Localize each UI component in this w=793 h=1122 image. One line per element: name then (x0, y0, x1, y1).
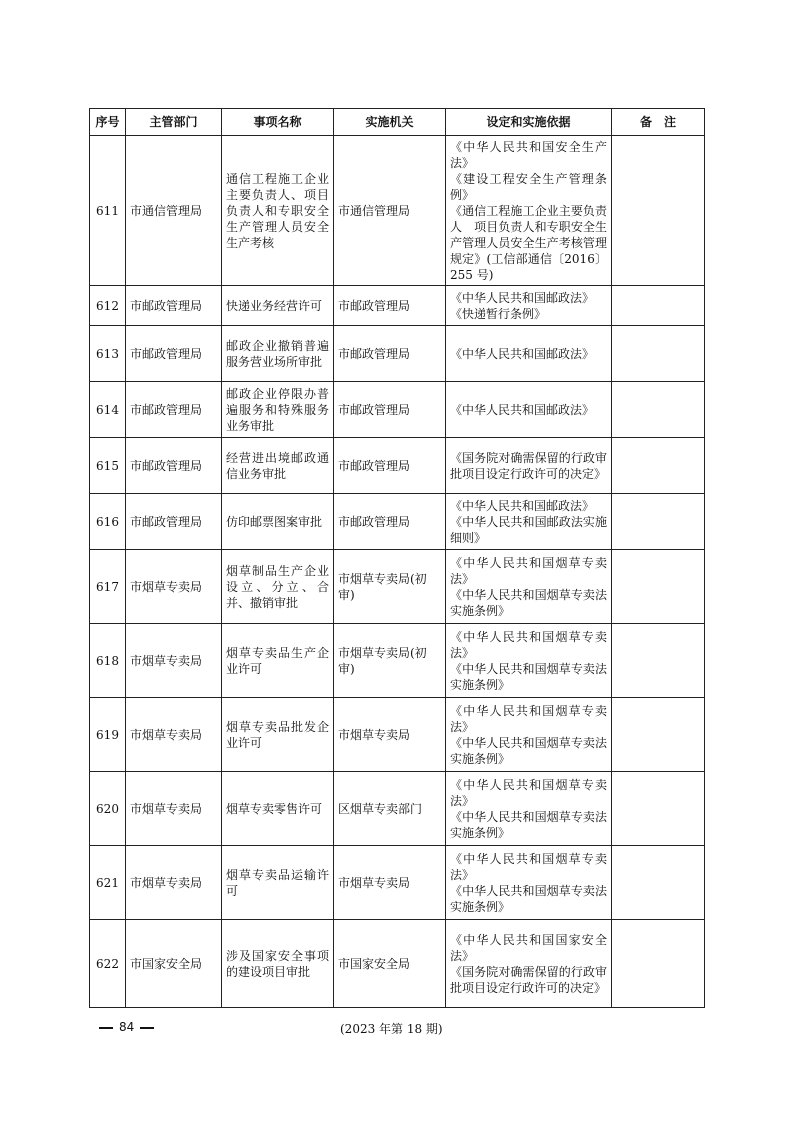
basis-line: 《中华人民共和国烟草专卖法》 (450, 629, 607, 660)
header-seq: 序号 (90, 109, 126, 136)
cell-org: 市通信管理局 (334, 136, 446, 286)
cell-item-name: 烟草专卖品批发企业许可 (222, 698, 334, 772)
dash-right (140, 1027, 154, 1029)
cell-item-name: 经营进出境邮政通信业务审批 (222, 438, 334, 494)
page-number-text: 84 (119, 1020, 135, 1034)
cell-note (612, 286, 705, 326)
cell-basis (446, 326, 612, 382)
cell-basis (446, 382, 612, 438)
cell-seq: 615 (90, 438, 126, 494)
table-row (90, 136, 705, 286)
basis-line: 《中华人民共和国邮政法》 (450, 402, 595, 417)
table-row (90, 382, 705, 438)
cell-seq: 618 (90, 624, 126, 698)
cell-dept: 市邮政管理局 (126, 382, 222, 438)
cell-item-name: 烟草专卖品生产企业许可 (222, 624, 334, 698)
cell-seq: 612 (90, 286, 126, 326)
basis-line: 《国务院对确需保留的行政审批项目设定行政许可的决定》 (450, 964, 607, 995)
cell-dept: 市国家安全局 (126, 920, 222, 1008)
dash-left (99, 1027, 113, 1029)
cell-dept: 市邮政管理局 (126, 286, 222, 326)
cell-seq: 613 (90, 326, 126, 382)
cell-basis (446, 920, 612, 1008)
basis-line: 《中华人民共和国邮政法》 (450, 346, 595, 361)
cell-item-name: 烟草专卖品运输许可 (222, 846, 334, 920)
cell-dept: 市烟草专卖局 (126, 698, 222, 772)
cell-note (612, 920, 705, 1008)
table-row (90, 550, 705, 624)
table-row (90, 326, 705, 382)
cell-note (612, 136, 705, 286)
cell-org: 市邮政管理局 (334, 382, 446, 438)
cell-basis (446, 624, 612, 698)
cell-seq: 614 (90, 382, 126, 438)
header-name: 事项名称 (222, 109, 334, 136)
basis-line: 《国务院对确需保留的行政审批项目设定行政许可的决定》 (450, 450, 607, 481)
cell-note (612, 624, 705, 698)
cell-item-name: 邮政企业撤销普遍服务营业场所审批 (222, 326, 334, 382)
cell-org: 区烟草专卖部门 (334, 772, 446, 846)
basis-line: 《中华人民共和国烟草专卖法实施条例》 (450, 587, 607, 618)
table-row (90, 438, 705, 494)
basis-line: 《中华人民共和国烟草专卖法实施条例》 (450, 883, 607, 914)
basis-line: 《中华人民共和国烟草专卖法》 (450, 851, 607, 882)
basis-line: 《中华人民共和国烟草专卖法实施条例》 (450, 809, 607, 840)
cell-org: 市邮政管理局 (334, 438, 446, 494)
table-row (90, 920, 705, 1008)
cell-note (612, 494, 705, 550)
cell-dept: 市烟草专卖局 (126, 550, 222, 624)
cell-item-name: 烟草制品生产企业设立、分立、合并、撤销审批 (222, 550, 334, 624)
cell-seq: 621 (90, 846, 126, 920)
cell-item-name: 快递业务经营许可 (222, 286, 334, 326)
cell-basis (446, 846, 612, 920)
header-basis: 设定和实施依据 (446, 109, 612, 136)
basis-line: 《中华人民共和国烟草专卖法》 (450, 555, 607, 586)
table-row (90, 846, 705, 920)
basis-line: 《中华人民共和国邮政法》 (450, 290, 595, 305)
cell-org: 市邮政管理局 (334, 326, 446, 382)
cell-seq: 622 (90, 920, 126, 1008)
table-row (90, 286, 705, 326)
cell-seq: 617 (90, 550, 126, 624)
cell-seq: 619 (90, 698, 126, 772)
basis-line: 《中华人民共和国邮政法实施细则》 (450, 514, 607, 545)
cell-org: 市烟草专卖局(初审) (334, 550, 446, 624)
cell-item-name: 通信工程施工企业主要负责人、项目负责人和专职安全生产管理人员安全生产考核 (222, 136, 334, 286)
cell-basis (446, 438, 612, 494)
cell-seq: 616 (90, 494, 126, 550)
cell-basis (446, 286, 612, 326)
cell-org: 市烟草专卖局 (334, 846, 446, 920)
cell-item-name: 仿印邮票图案审批 (222, 494, 334, 550)
cell-dept: 市通信管理局 (126, 136, 222, 286)
table-row (90, 772, 705, 846)
cell-dept: 市烟草专卖局 (126, 624, 222, 698)
cell-note (612, 326, 705, 382)
cell-note (612, 438, 705, 494)
cell-basis (446, 136, 612, 286)
header-note: 备 注 (612, 109, 705, 136)
cell-item-name: 烟草专卖零售许可 (222, 772, 334, 846)
cell-item-name: 涉及国家安全事项的建设项目审批 (222, 920, 334, 1008)
basis-line: 《中华人民共和国烟草专卖法实施条例》 (450, 661, 607, 692)
basis-line: 《中华人民共和国国家安全法》 (450, 932, 607, 963)
cell-basis (446, 550, 612, 624)
cell-note (612, 382, 705, 438)
table-row (90, 624, 705, 698)
cell-dept: 市邮政管理局 (126, 494, 222, 550)
cell-note (612, 550, 705, 624)
cell-dept: 市邮政管理局 (126, 438, 222, 494)
issue-label: (2023 年第 18 期) (340, 1022, 443, 1036)
cell-note (612, 698, 705, 772)
cell-org: 市国家安全局 (334, 920, 446, 1008)
cell-dept: 市邮政管理局 (126, 326, 222, 382)
cell-basis (446, 772, 612, 846)
basis-line: 《中华人民共和国烟草专卖法》 (450, 777, 607, 808)
basis-line: 《快递暂行条例》 (450, 306, 547, 321)
basis-line: 《建设工程安全生产管理条例》 (450, 171, 607, 202)
basis-line: 《中华人民共和国烟草专卖法》 (450, 703, 607, 734)
table-row (90, 494, 705, 550)
cell-seq: 611 (90, 136, 126, 286)
table-header-row (90, 109, 705, 136)
cell-item-name: 邮政企业停限办普遍服务和特殊服务业务审批 (222, 382, 334, 438)
cell-org: 市烟草专卖局(初审) (334, 624, 446, 698)
cell-dept: 市烟草专卖局 (126, 772, 222, 846)
cell-note (612, 772, 705, 846)
basis-line: 《通信工程施工企业主要负责人 项目负责人和专职安全生产管理人员安全生产考核管理规定》(工信部通信〔2016〕255 号) (450, 203, 607, 282)
table-row (90, 698, 705, 772)
cell-org: 市烟草专卖局 (334, 698, 446, 772)
approval-items-table (89, 108, 705, 1008)
basis-line: 《中华人民共和国安全生产法》 (450, 139, 607, 170)
header-org: 实施机关 (334, 109, 446, 136)
basis-line: 《中华人民共和国邮政法》 (450, 498, 595, 513)
cell-note (612, 846, 705, 920)
header-dept: 主管部门 (126, 109, 222, 136)
cell-seq: 620 (90, 772, 126, 846)
cell-org: 市邮政管理局 (334, 494, 446, 550)
cell-basis (446, 494, 612, 550)
cell-basis (446, 698, 612, 772)
page-number (93, 1020, 160, 1034)
basis-line: 《中华人民共和国烟草专卖法实施条例》 (450, 735, 607, 766)
cell-dept: 市烟草专卖局 (126, 846, 222, 920)
cell-org: 市邮政管理局 (334, 286, 446, 326)
